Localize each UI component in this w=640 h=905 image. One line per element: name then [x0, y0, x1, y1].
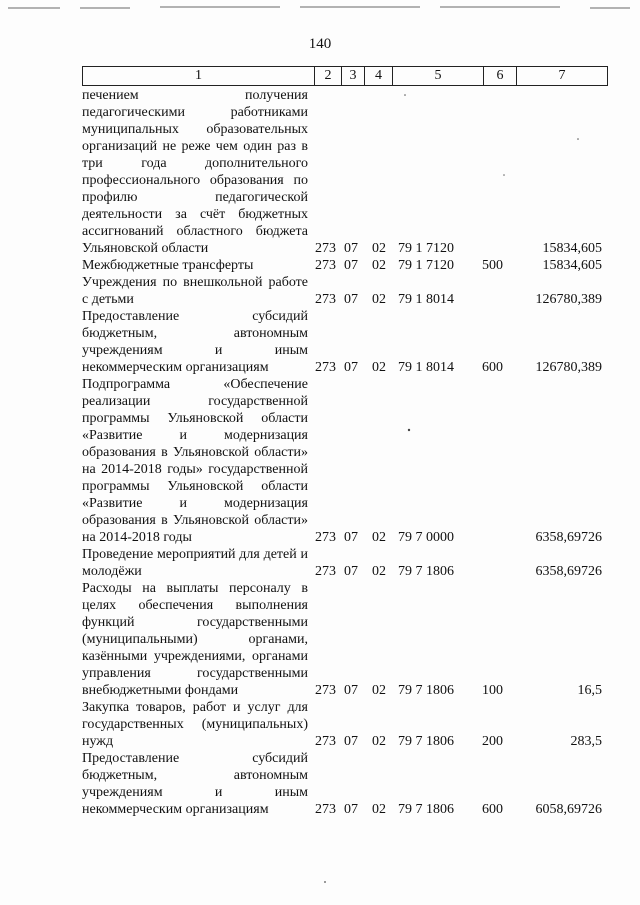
row-col-7: 126780,389 — [535, 292, 602, 307]
row-col-4: 02 — [372, 734, 386, 749]
row-col-2: 273 — [315, 530, 336, 545]
row-col-2: 273 — [315, 564, 336, 579]
row-col-7: 6358,69726 — [535, 530, 602, 545]
row-col-4: 02 — [372, 564, 386, 579]
row-col-7: 126780,389 — [535, 360, 602, 375]
row-description: Расходы на выплаты персоналу в целях обеспечения выполнения функций государственными (муниципальными) органами, казёнными учреждениями, органами управления государственными внебюджетными фондами — [82, 581, 308, 698]
table-row — [82, 308, 602, 376]
scan-speck — [324, 881, 326, 883]
row-col-3: 07 — [344, 564, 358, 579]
row-col-7: 16,5 — [577, 683, 602, 698]
row-col-5: 79 1 7120 — [398, 241, 454, 256]
row-col-4: 02 — [372, 530, 386, 545]
header-col-4: 4 — [365, 67, 393, 86]
header-col-2: 2 — [315, 67, 342, 86]
row-col-2: 273 — [315, 802, 336, 817]
row-col-5: 79 7 1806 — [398, 802, 454, 817]
page-number: 140 — [308, 36, 332, 52]
row-description: Закупка товаров, работ и услуг для государственных (муниципальных) нужд — [82, 700, 308, 749]
row-col-6: 600 — [482, 802, 503, 817]
row-col-7: 6358,69726 — [535, 564, 602, 579]
row-col-2: 273 — [315, 258, 336, 273]
row-col-3: 07 — [344, 241, 358, 256]
row-col-2: 273 — [315, 292, 336, 307]
table-row — [82, 580, 602, 699]
row-col-5: 79 7 1806 — [398, 683, 454, 698]
header-col-6: 6 — [484, 67, 517, 86]
row-col-5: 79 1 7120 — [398, 258, 454, 273]
table-row — [82, 376, 602, 546]
table-row — [82, 699, 602, 750]
row-description: Учреждения по внешкольной работе с детьми — [82, 275, 308, 307]
row-col-7: 15834,605 — [542, 241, 602, 256]
row-col-4: 02 — [372, 292, 386, 307]
row-col-7: 283,5 — [570, 734, 602, 749]
row-col-3: 07 — [344, 530, 358, 545]
row-col-6: 200 — [482, 734, 503, 749]
row-col-3: 07 — [344, 360, 358, 375]
row-col-7: 6058,69726 — [535, 802, 602, 817]
row-col-3: 07 — [344, 734, 358, 749]
row-col-2: 273 — [315, 734, 336, 749]
row-description: Предоставление субсидий бюджетным, автономным учреждениям и иным некоммерческим организациям — [82, 309, 308, 375]
row-col-4: 02 — [372, 241, 386, 256]
row-description: Предоставление субсидий бюджетным, автономным учреждениям и иным некоммерческим организациям — [82, 751, 308, 817]
budget-rows — [82, 87, 602, 818]
row-col-4: 02 — [372, 683, 386, 698]
row-col-5: 79 7 1806 — [398, 734, 454, 749]
row-col-6: 600 — [482, 360, 503, 375]
row-col-5: 79 1 8014 — [398, 292, 454, 307]
row-col-5: 79 7 1806 — [398, 564, 454, 579]
header-col-1: 1 — [83, 67, 315, 86]
table-row — [82, 546, 602, 580]
header-col-3: 3 — [342, 67, 365, 86]
row-col-2: 273 — [315, 683, 336, 698]
header-col-5: 5 — [393, 67, 484, 86]
row-col-3: 07 — [344, 802, 358, 817]
header-col-7: 7 — [517, 67, 608, 86]
table-row — [82, 750, 602, 818]
row-col-6: 500 — [482, 258, 503, 273]
row-description: Проведение мероприятий для детей и молодёжи — [82, 547, 308, 579]
row-col-4: 02 — [372, 258, 386, 273]
row-description: Межбюджетные трансферты — [82, 258, 254, 273]
row-col-4: 02 — [372, 360, 386, 375]
table-row — [82, 274, 602, 308]
table-row — [82, 87, 602, 257]
row-col-2: 273 — [315, 360, 336, 375]
row-col-3: 07 — [344, 683, 358, 698]
row-col-5: 79 1 8014 — [398, 360, 454, 375]
row-col-7: 15834,605 — [542, 258, 602, 273]
row-col-3: 07 — [344, 258, 358, 273]
row-description: Подпрограмма «Обеспечение реализации государственной программы Ульяновской области «Развитие и модернизация образования в Ульяновской области» на 2014-2018 годы» государственной программы Ульяновской области «Развитие и модернизация образования в Ульяновской области» на 2014-2018 годы — [82, 377, 308, 545]
table-row — [82, 257, 602, 274]
row-col-3: 07 — [344, 292, 358, 307]
row-col-2: 273 — [315, 241, 336, 256]
row-col-6: 100 — [482, 683, 503, 698]
row-col-4: 02 — [372, 802, 386, 817]
table-header — [82, 66, 608, 86]
row-description: печением получения педагогическими работниками муниципальных образовательных организаций не реже чем один раз в три года дополнительного профессионального образования по профилю педагогической деятельности за счёт бюджетных ассигнований областного бюджета Ульяновской области — [82, 88, 308, 256]
row-col-5: 79 7 0000 — [398, 530, 454, 545]
